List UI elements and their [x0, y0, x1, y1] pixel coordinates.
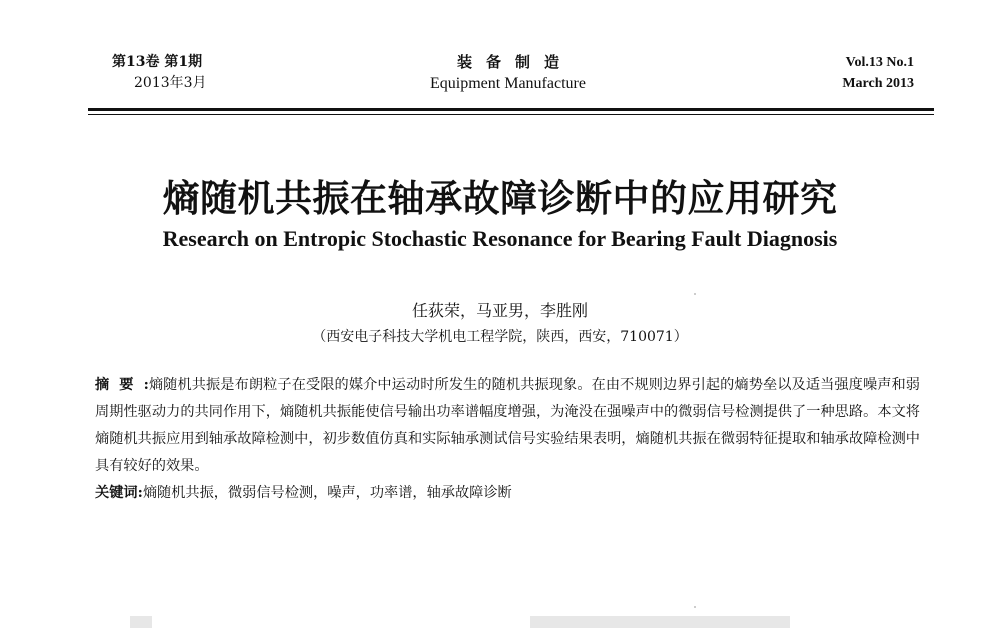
volume-issue-cn: 第13卷 第1期 [112, 54, 203, 70]
abstract-text: 熵随机共振是布朗粒子在受限的媒介中运动时所发生的随机共振现象。在由不规则边界引起的熵势垒以及适当强度噪声和弱周期性驱动力的共同作用下，熵随机共振能使信号输出功率谱幅度增强，为淹没在强噪声中的微弱信号检测提供了一种思路。本文将熵随机共振应用到轴承故障检测中，初步数值仿真和实际轴承测试信号实验结果表明，熵随机共振在微弱特征提取和轴承故障检测中具有较好的效果。 [95, 377, 920, 474]
abstract-label: 摘要 [95, 377, 144, 393]
title-chinese: 熵随机共振在轴承故障诊断中的应用研究 [162, 177, 838, 220]
journal-name-cn: 装备制造 [456, 53, 573, 71]
abstract [95, 372, 920, 480]
journal-name-en: Equipment Manufacture [430, 75, 586, 92]
header-right [842, 52, 914, 94]
abstract-colon: : [143, 377, 149, 393]
header-rule-thick [88, 108, 934, 111]
volume-issue-en: Vol.13 No.1 [845, 55, 914, 70]
keywords [95, 480, 920, 507]
authors: 任荻荣，马亚男，李胜刚 [411, 301, 588, 320]
title-english: Research on Entropic Stochastic Resonance for Bearing Fault Diagnosis [162, 226, 838, 251]
keywords-text: 熵随机共振，微弱信号检测，噪声，功率谱，轴承故障诊断 [142, 485, 512, 501]
journal-header [0, 52, 1000, 112]
cropped-text-fragment [530, 616, 790, 628]
scan-speck [694, 606, 696, 608]
header-center [398, 52, 618, 94]
date-en: March 2013 [842, 76, 914, 91]
scan-speck [694, 293, 696, 295]
header-rule-thin [88, 114, 934, 115]
date-cn: 2013年3月 [134, 75, 207, 91]
keywords-colon: : [137, 485, 143, 501]
affiliation: （西安电子科技大学机电工程学院，陕西，西安，710071） [312, 329, 688, 345]
header-left [112, 52, 207, 94]
keywords-label: 关键词 [95, 485, 138, 501]
cropped-text-fragment [130, 616, 152, 628]
